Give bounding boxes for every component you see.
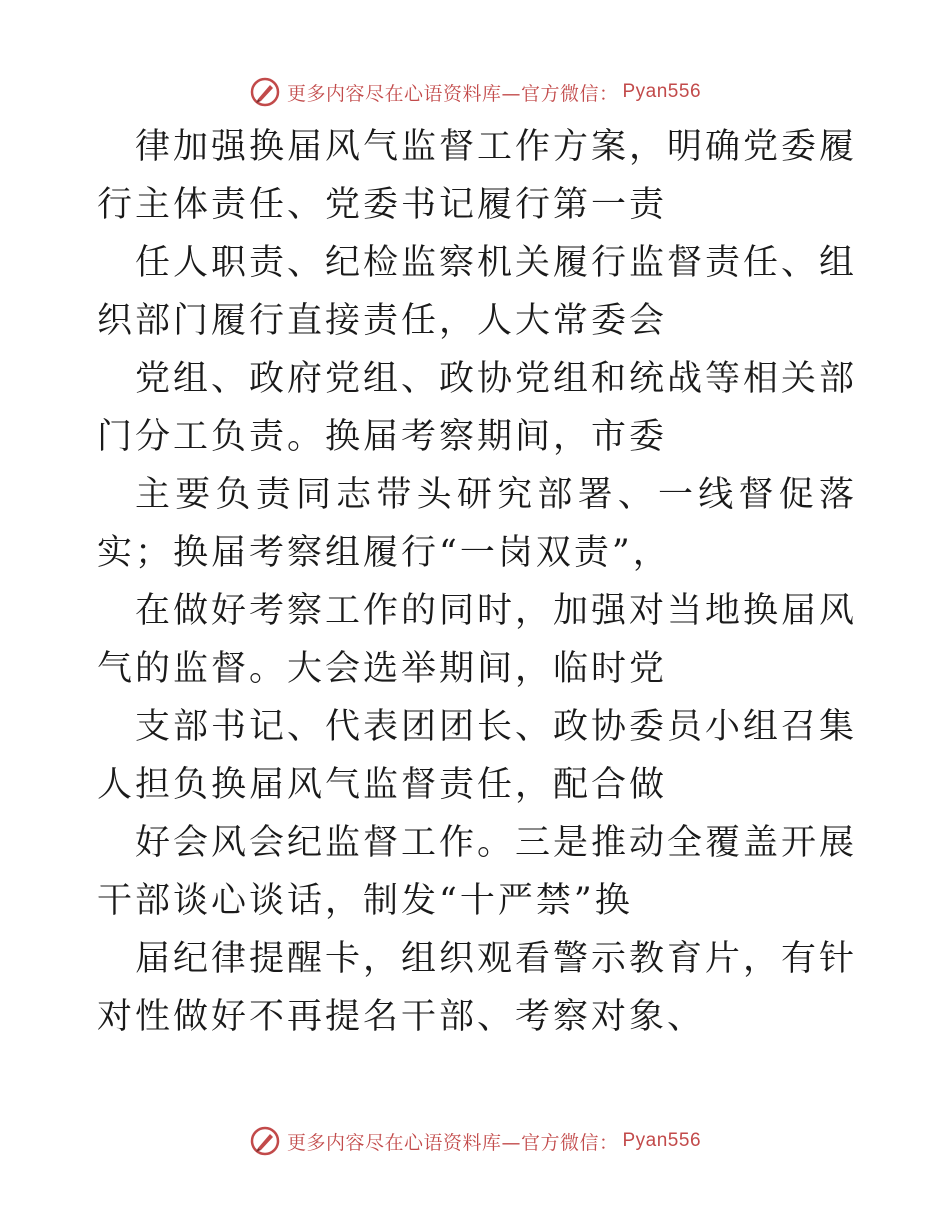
footer-watermark: [0, 1121, 950, 1161]
pen-logo-icon: [249, 76, 281, 108]
paragraph: 在做好考察工作的同时，加强对当地换届风气的监督。大会选举期间，临时党: [97, 591, 858, 689]
watermark-text: 更多内容尽在心语资料库—官方微信：: [286, 1131, 619, 1154]
paragraph: 届纪律提醒卡，组织观看警示教育片，有针对性做好不再提名干部、考察对象、: [97, 939, 858, 1037]
watermark-text: 更多内容尽在心语资料库—官方微信：: [286, 82, 619, 105]
watermark-wechat-id: Pyan556: [622, 1130, 702, 1151]
paragraph: 任人职责、纪检监察机关履行监督责任、组织部门履行直接责任，人大常委会: [97, 243, 858, 341]
header-watermark: [0, 72, 950, 112]
paragraph: 好会风会纪监督工作。三是推动全覆盖开展干部谈心谈话，制发“十严禁”换: [97, 823, 858, 921]
pen-logo-icon: [249, 1125, 281, 1157]
paragraph: 党组、政府党组、政协党组和统战等相关部门分工负责。换届考察期间，市委: [97, 359, 858, 457]
paragraph: 律加强换届风气监督工作方案，明确党委履行主体责任、党委书记履行第一责: [97, 127, 858, 225]
paragraph: 主要负责同志带头研究部署、一线督促落实；换届考察组履行“一岗双责”，: [97, 475, 857, 573]
watermark-wechat-id: Pyan556: [622, 81, 702, 102]
document-body: [97, 118, 857, 1046]
paragraph: 支部书记、代表团团长、政协委员小组召集人担负换届风气监督责任，配合做: [97, 707, 858, 805]
